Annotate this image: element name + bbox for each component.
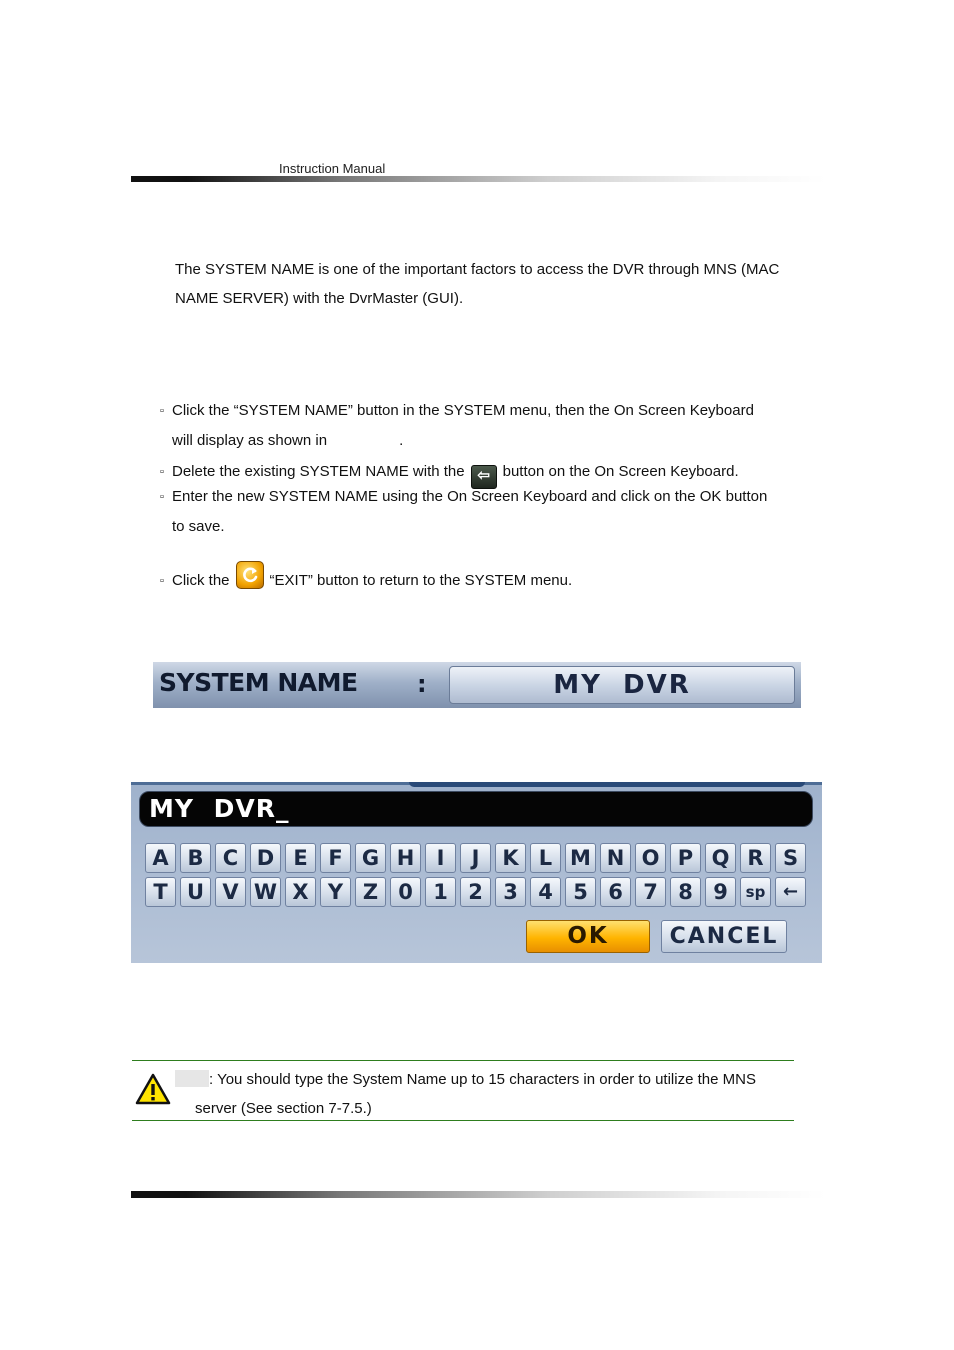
key-f[interactable]: F bbox=[320, 843, 351, 873]
key-i[interactable]: I bbox=[425, 843, 456, 873]
key-8[interactable]: 8 bbox=[670, 877, 701, 907]
key-m[interactable]: M bbox=[565, 843, 596, 873]
key-o[interactable]: O bbox=[635, 843, 666, 873]
note-line-1: : You should type the System Name up to 15 characters in order to utilize the MNS bbox=[209, 1071, 756, 1088]
key-9[interactable]: 9 bbox=[705, 877, 736, 907]
key-w[interactable]: W bbox=[250, 877, 281, 907]
key-q[interactable]: Q bbox=[705, 843, 736, 873]
backspace-icon: ⇦ bbox=[471, 465, 497, 489]
note-label-highlight bbox=[175, 1070, 209, 1087]
step-4-before: Click the bbox=[172, 572, 230, 589]
note-line-2: server (See section 7-7.5.) bbox=[195, 1100, 372, 1117]
exit-icon bbox=[236, 561, 264, 589]
key-l[interactable]: L bbox=[530, 843, 561, 873]
keyboard-input-field[interactable]: MY DVR_ bbox=[139, 791, 813, 827]
keyboard-top-tab bbox=[409, 782, 805, 787]
key-6[interactable]: 6 bbox=[600, 877, 631, 907]
key-1[interactable]: 1 bbox=[425, 877, 456, 907]
footer-divider bbox=[131, 1191, 826, 1198]
intro-line-1: The SYSTEM NAME is one of the important factors to access the DVR through MNS (MAC bbox=[175, 261, 780, 278]
key-z[interactable]: Z bbox=[355, 877, 386, 907]
bullet: ▫ bbox=[160, 405, 164, 417]
key-a[interactable]: A bbox=[145, 843, 176, 873]
key-space[interactable]: sp bbox=[740, 877, 771, 907]
key-y[interactable]: Y bbox=[320, 877, 351, 907]
key-e[interactable]: E bbox=[285, 843, 316, 873]
key-g[interactable]: G bbox=[355, 843, 386, 873]
step-3-line-2: to save. bbox=[172, 518, 225, 535]
key-n[interactable]: N bbox=[600, 843, 631, 873]
keyboard-row-letters bbox=[145, 843, 806, 873]
system-name-colon: : bbox=[417, 670, 427, 698]
step-1-line-1: Click the “SYSTEM NAME” button in the SYSTEM menu, then the On Screen Keyboard bbox=[172, 402, 754, 419]
warning-icon bbox=[135, 1073, 171, 1110]
note-text bbox=[175, 1065, 800, 1123]
key-x[interactable]: X bbox=[285, 877, 316, 907]
step-2-after: button on the On Screen Keyboard. bbox=[502, 463, 739, 480]
key-b[interactable]: B bbox=[180, 843, 211, 873]
key-c[interactable]: C bbox=[215, 843, 246, 873]
step-4-after: “EXIT” button to return to the SYSTEM menu. bbox=[269, 572, 573, 589]
key-backspace[interactable]: ← bbox=[775, 877, 806, 907]
key-7[interactable]: 7 bbox=[635, 877, 666, 907]
key-5[interactable]: 5 bbox=[565, 877, 596, 907]
step-2-before: Delete the existing SYSTEM NAME with the bbox=[172, 463, 465, 480]
key-r[interactable]: R bbox=[740, 843, 771, 873]
bullet: ▫ bbox=[160, 491, 164, 503]
step-3-line-1: Enter the new SYSTEM NAME using the On Screen Keyboard and click on the OK button bbox=[172, 488, 768, 505]
key-p[interactable]: P bbox=[670, 843, 701, 873]
key-u[interactable]: U bbox=[180, 877, 211, 907]
key-s[interactable]: S bbox=[775, 843, 806, 873]
cancel-button[interactable]: CANCEL bbox=[661, 920, 787, 953]
step-4 bbox=[160, 561, 830, 596]
intro-paragraph bbox=[175, 255, 835, 313]
step-1-line-2: will display as shown in bbox=[172, 432, 328, 449]
bullet: ▫ bbox=[160, 466, 164, 478]
ok-button[interactable]: OK bbox=[526, 920, 650, 953]
key-0[interactable]: 0 bbox=[390, 877, 421, 907]
key-t[interactable]: T bbox=[145, 877, 176, 907]
header-title: Instruction Manual bbox=[279, 161, 386, 176]
key-k[interactable]: K bbox=[495, 843, 526, 873]
bullet: ▫ bbox=[160, 575, 164, 587]
system-name-field[interactable]: MY DVR bbox=[449, 666, 795, 704]
key-2[interactable]: 2 bbox=[460, 877, 491, 907]
system-name-label: SYSTEM NAME bbox=[159, 668, 358, 697]
intro-line-2: NAME SERVER) with the DvrMaster (GUI). bbox=[175, 290, 464, 307]
step-1-end: . bbox=[399, 432, 404, 449]
key-v[interactable]: V bbox=[215, 877, 246, 907]
key-d[interactable]: D bbox=[250, 843, 281, 873]
header-divider bbox=[131, 176, 826, 182]
on-screen-keyboard bbox=[131, 782, 822, 963]
system-name-bar bbox=[153, 662, 801, 708]
step-3 bbox=[160, 482, 830, 541]
note-bottom-rule bbox=[132, 1120, 794, 1121]
key-4[interactable]: 4 bbox=[530, 877, 561, 907]
key-3[interactable]: 3 bbox=[495, 877, 526, 907]
key-j[interactable]: J bbox=[460, 843, 491, 873]
step-1 bbox=[160, 396, 830, 455]
key-h[interactable]: H bbox=[390, 843, 421, 873]
note-top-rule bbox=[132, 1060, 794, 1061]
keyboard-row-digits bbox=[145, 877, 806, 907]
